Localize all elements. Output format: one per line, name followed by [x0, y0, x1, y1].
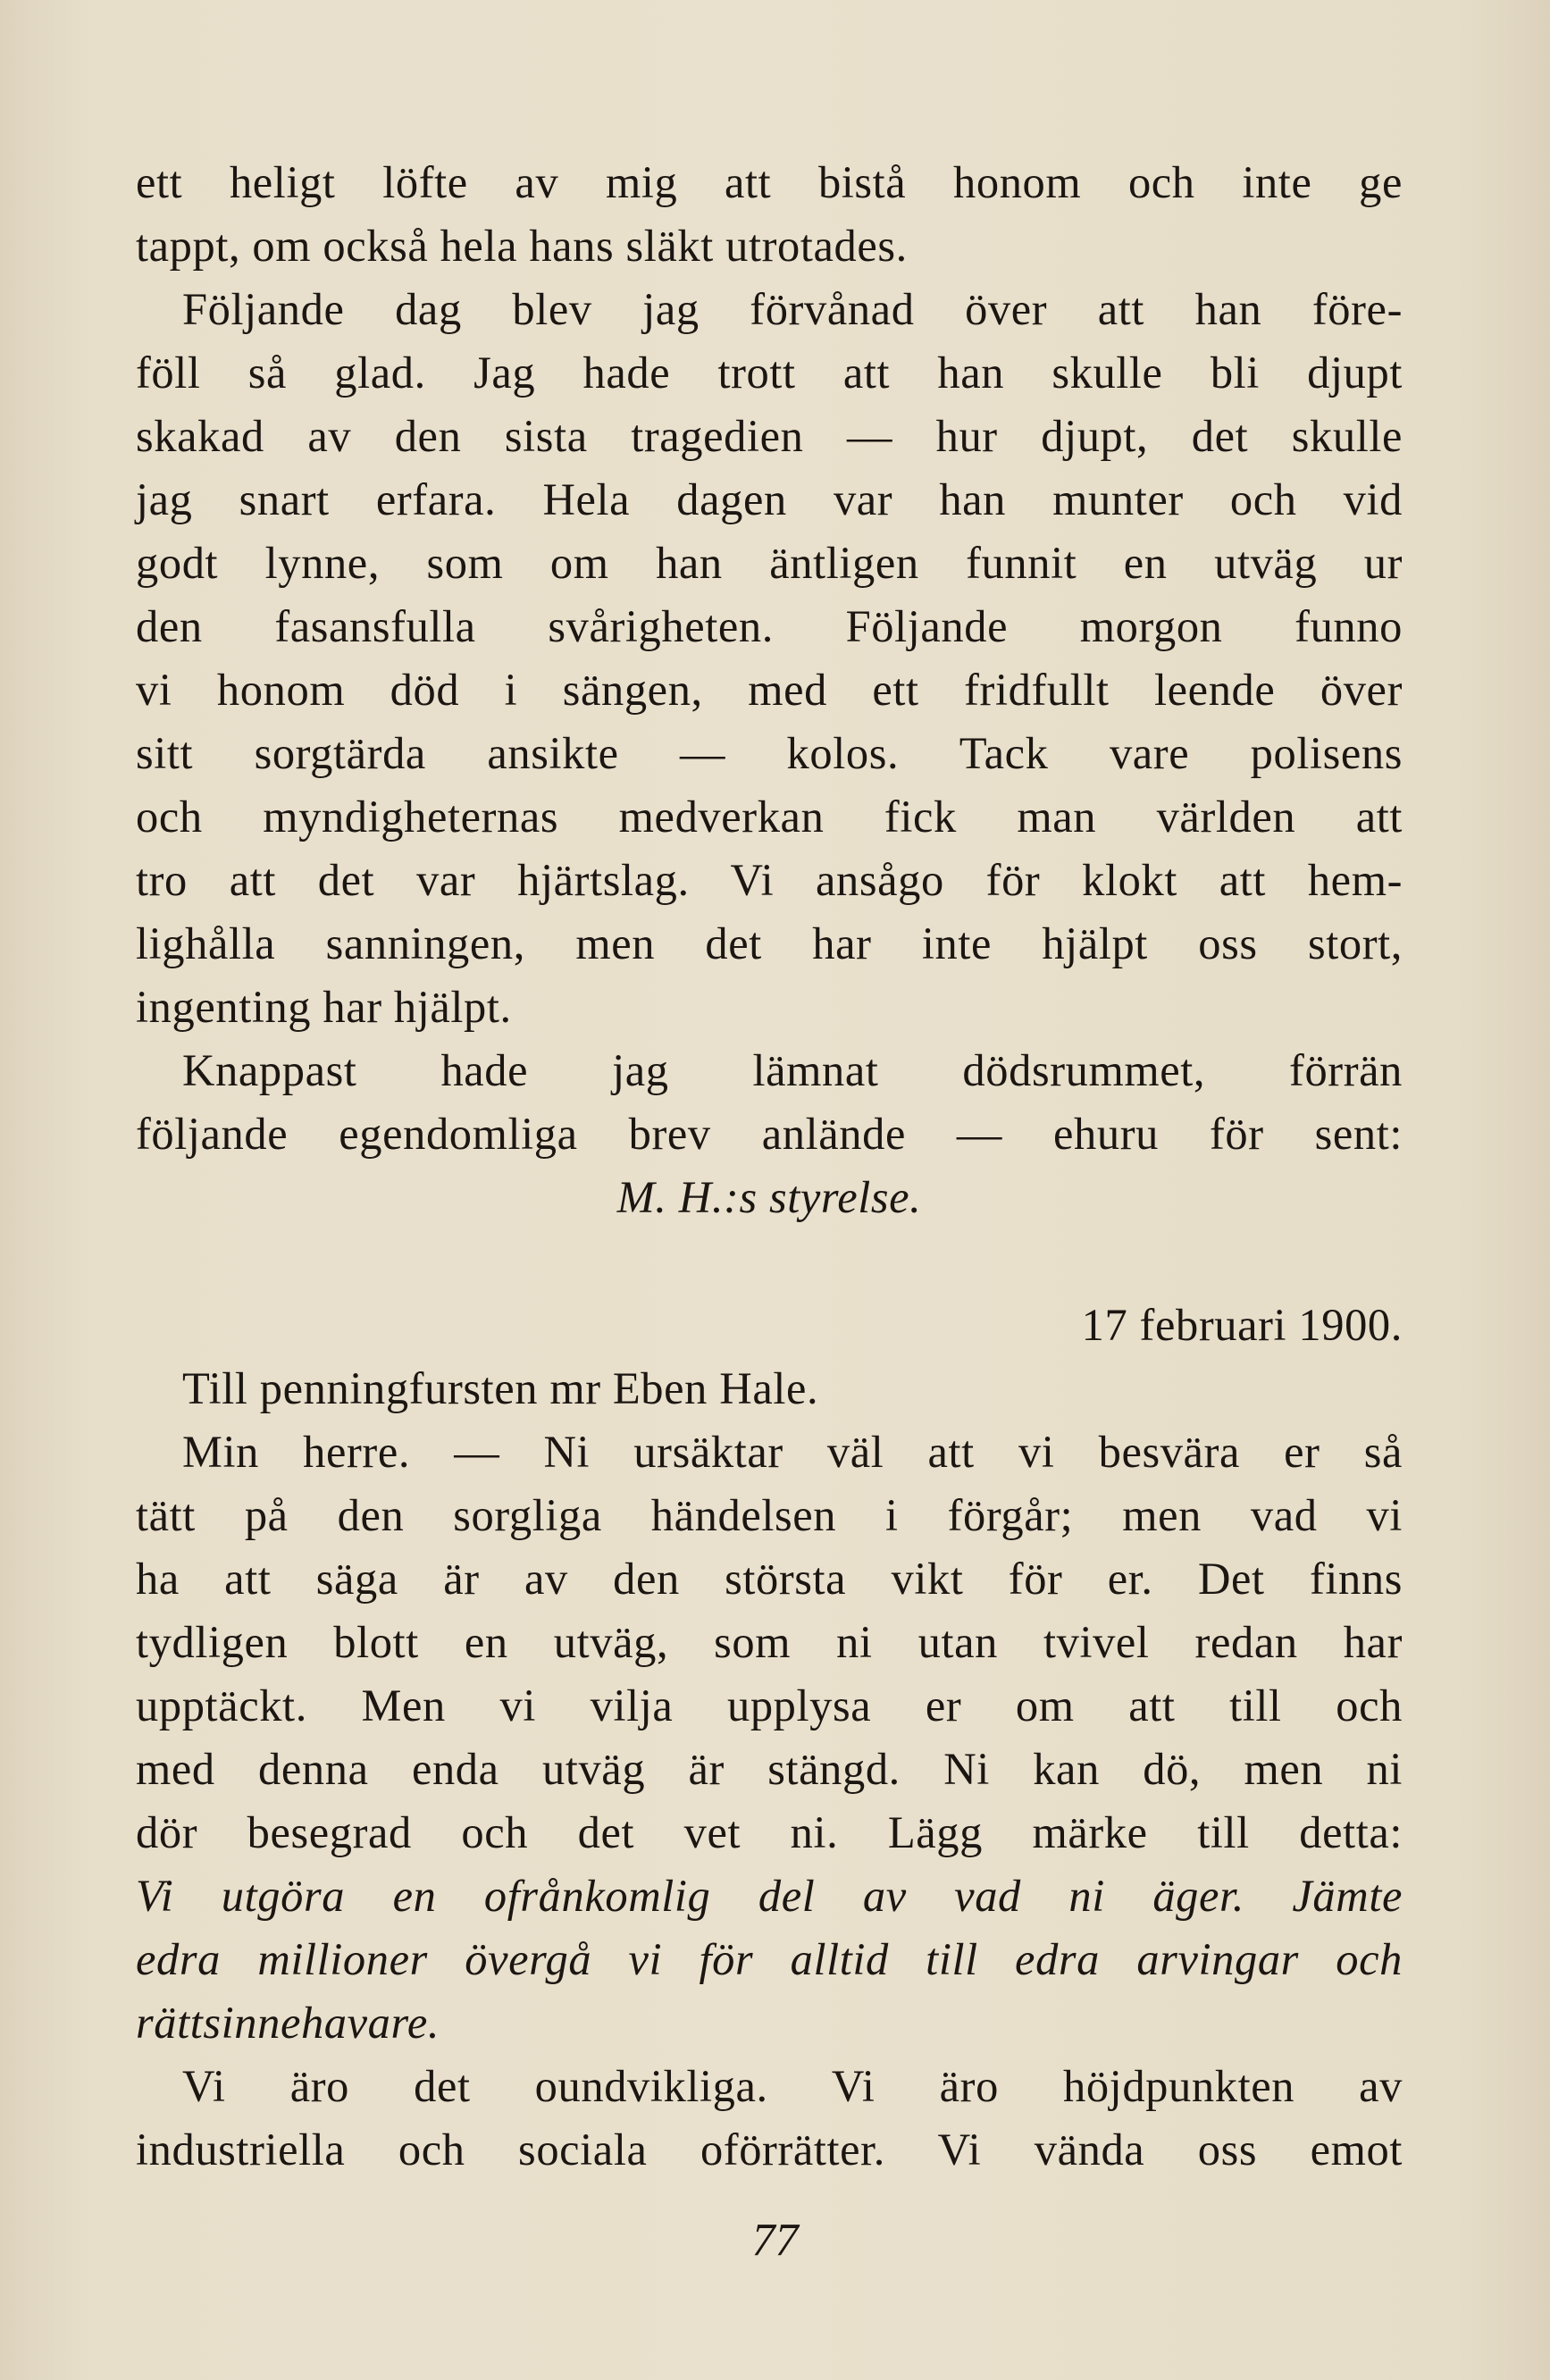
letter-addressee: Till penningfursten mr Eben Hale.	[182, 1363, 819, 1413]
text-line-14: ingenting har hjälpt.	[136, 982, 512, 1032]
text-line-9: vi honom död i sängen, med ett fridfullt leende över	[136, 665, 1403, 715]
text-line-22: ha att säga är av den största vikt för er. Det finns	[136, 1554, 1403, 1604]
text-line-23: tydligen blott en utväg, som ni utan tvivel redan har	[136, 1617, 1403, 1667]
text-line-31: industriella och sociala oförrätter. Vi vända oss emot	[136, 2124, 1403, 2175]
text-line-25: med denna enda utväg är stängd. Ni kan dö, men ni	[136, 1744, 1403, 1794]
text-line-24: upptäckt. Men vi vilja upplysa er om att till och	[136, 1680, 1403, 1731]
text-line-1: ett heligt löfte av mig att bistå honom och inte ge	[136, 157, 1403, 207]
letter-signature-heading: M. H.:s styrelse.	[616, 1172, 922, 1222]
page-number: 77	[751, 2215, 799, 2266]
text-line-5: skakad av den sista tragedien — hur djupt, det skulle	[136, 411, 1403, 461]
letter-date: 17 februari 1900.	[1081, 1300, 1403, 1350]
text-line-16: följande egendomliga brev anlände — ehuru för sent:	[136, 1109, 1403, 1159]
text-line-21: tätt på den sorgliga händelsen i förgår; men vad vi	[136, 1490, 1403, 1540]
letter-block	[136, 1294, 1403, 2182]
text-line-3: Följande dag blev jag förvånad över att han före-	[182, 284, 1403, 334]
text-line-6: jag snart erfara. Hela dagen var han munter och vid	[136, 474, 1403, 524]
text-line-30: Vi äro det oundvikliga. Vi äro höjdpunkten av	[182, 2061, 1403, 2111]
page-body-text	[136, 151, 1403, 1229]
text-line-26: dör besegrad och det vet ni. Lägg märke till detta:	[136, 1807, 1403, 1857]
text-line-2: tappt, om också hela hans släkt utrotades.	[136, 221, 908, 271]
text-line-27: Vi utgöra en ofrånkomlig del av vad ni äger. Jämte	[136, 1871, 1403, 1921]
text-line-8: den fasansfulla svårigheten. Följande morgon funno	[136, 601, 1403, 651]
text-line-12: tro att det var hjärtslag. Vi ansågo för klokt att hem-	[136, 855, 1403, 905]
text-line-4: föll så glad. Jag hade trott att han skulle bli djupt	[136, 348, 1403, 398]
text-line-7: godt lynne, som om han äntligen funnit en utväg ur	[136, 538, 1403, 588]
text-line-11: och myndigheternas medverkan fick man världen att	[136, 792, 1403, 842]
text-line-10: sitt sorgtärda ansikte — kolos. Tack vare polisens	[136, 728, 1403, 778]
text-line-13: lighålla sanningen, men det har inte hjälpt oss stort,	[136, 918, 1403, 968]
text-line-28: edra millioner övergå vi för alltid till edra arvingar och	[136, 1934, 1403, 1984]
text-line-15: Knappast hade jag lämnat dödsrummet, förrän	[182, 1045, 1403, 1095]
text-line-29: rättsinnehavare.	[136, 1998, 440, 2048]
text-line-20: Min herre. — Ni ursäktar väl att vi besvära er så	[182, 1427, 1403, 1477]
